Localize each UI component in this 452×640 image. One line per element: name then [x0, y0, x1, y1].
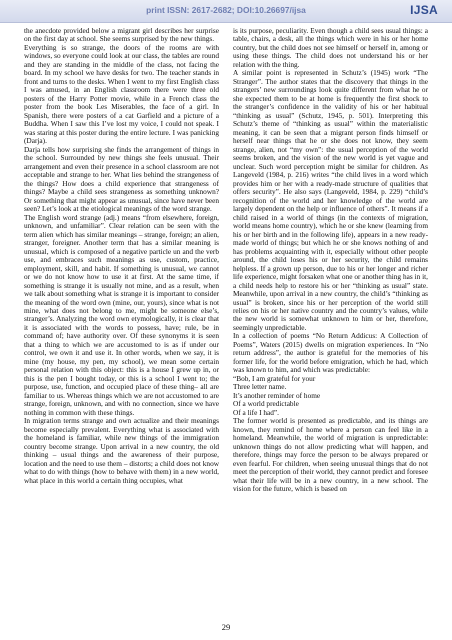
- left-column: [24, 27, 219, 617]
- paragraph: The former world is presented as predictable, and its things are known, they remind of home where a person can feel like in a homeland. Meanwhile, the world of migration is unpredictable: unknown things do not allow predicting what will happen, and therefore, things may force the person to be always prepared or even fearful. For children, when seeing unusual things that do not meet the perception of their world, they cannot predict and foresee what their life will be in a new country, in a new school. The vision for the future, which is based on: [233, 416, 428, 494]
- paragraph: Darja tells how surprising she finds the arrangement of things in the school. Surrounded by new things she feels unusual. Their arrangement and even their presence in a school classroom are not acceptable and strange to her. What lies behind the strangeness of the things? How does a child experience that strangeness of things? Maybe a child sees strangeness as something unknown? Or something that might appear as unusual, since have never been seen? Let’s look at the etiological meanings of the word strange.: [24, 144, 219, 214]
- journal-issn-doi: print ISSN: 2617-2682; DOI:10.26697/ijsa: [146, 5, 306, 15]
- paragraph: A similar point is represented in Schutz’s (1945) work “The Stranger”. The author states that the discovery that things in the strangers’ new surroundings look quite different from what he or she expected them to be at home is frequently the first shock to the stranger’s confidence in the validity of his or her habitual “thinking as usual” (Schutz, 1945, p. 501). Interpreting this Schutz’s theme of “thinking as usual” within the materialistic meaning, it can be seen that a migrant person finds himself or herself near things that he or she does not know, they seem strange, alien, not “my own”: the usual perception of the world seems broken, and the vision of the new world is yet vague and unclear. Such word perception might be similar for children. As Langeveld (1984, p. 216) writes “the child lives in a word which provides him or her with a ready-made structure of qualities that offers security”. He also says (Langeveld, 1984, p. 229) “child’s recognition of the world and her knowledge of the world are largely dependent on the help or influence of others”. It means if a child raised in a world of things (in the contexts of migration, world means home country), which he or she knew (learning from his or her birth and in the following life), appears in a new ready-made world of things; but which he or she knows nothing of and has problems acquainting with it, especially without other people around, the child loses his or her security, the child remains helpless. If a grown up person, due to his or her longer and richer life experience, might forsaken what one or another thing has in it, a child needs help to restore his or her “thinking as usual” state. Meanwhile, upon arrival in a new country, the child’s “thinking as usual” is broken, since his or her perception of the world still relies on his or her native country and the country’s values, while the new world is somewhat unknown to him or her, therefore, seemingly unpredictable.: [233, 68, 428, 332]
- paragraph: Everything is so strange, the doors of the rooms are with windows, so everyone could look at our class, the tables are round and they are standing in the middle of the class, not facing the board. In my school we have desks for two. The teacher stands in front and turns to the desks. When I went to my first English class I was amused, in an English classroom there were three old posters of the Harry Potter movie, while in a French class the poster from the book Les Miserables, the face of a girl. In Spanish, there were posters of a cat Garfield and a picture of a Buddha. When I saw this I’ve lost my voice, I could not speak. I was staring at this poster during the entire lecture. I was panicking (Darja).: [24, 42, 219, 146]
- paragraph: In a collection of poems “No Return Addicus: A Collection of Poems”, Waters (2015) dwells on migration experiences. In “No return address”, the author is grateful for the memories of his former life, for the world before emigration, which he had, which was known to him, and which was predictable:: [233, 331, 428, 375]
- poem-line: Of a world predictable: [233, 399, 299, 409]
- paragraph: The English word strange (adj.) means “from elsewhere, foreign, unknown, and unfamiliar”. Clear relation can be seen with the term alien which has similar meanings – strange, foreign; an alien, stranger, foreigner. Another term that has a similar meaning is unusual, which is composed of a negative particle un and the verb use, and embraces such meanings as use, custom, practice, employment, skill, and habit. If something is unusual, we cannot or we do not know how to use it at first. At the same time, if something is strange it is usually not mine, and as a result, when we talk about something what is strange it is important to consider the meaning of the word own (mine, our, yours), since what is not mine, what does not belong to me, might be someone else’s, stranger’s. Analyzing the word own etymologically, it is clear that it is associated with the words to possess, have; rule, be in command of; have authority over. Of these synonyms it is seen that a thing to which we are accustomed to is as if under our control, we own it and use it. In other words, when we say, it is mine (my house, my pen, my school), we mean some certain personal relation with this object: this is a house I grew up in, or this is the pen I bought today, or this is a school I went to; the purpose, use, function, and occupied place of these thing– all are familiar to us. Whereas things which we are not accustomed to are strange, foreign, unknown, and with no connection, since we have nothing in common with these things.: [24, 212, 219, 417]
- poem-line: Three letter name.: [233, 382, 287, 392]
- poem-line: “Bob, I am grateful for your: [233, 373, 316, 383]
- page-number: 29: [221, 622, 231, 632]
- paragraph: In migration terms strange and own actualize and their meanings become especially prevalent. Everything what is associated with the homeland is familiar, while new things of the immigration country become strange. Upon arrival in a new country, the old thinking – usual things and the awareness of their purpose, location and the need to use them – distorts; a child does not know what to do with things (how to behave with them) in a new world, what place in this world a certain thing occupies, what: [24, 416, 219, 485]
- paragraph: the anecdote provided below a migrant girl describes her surprise on the first day at school. She seems surprised by the new things.: [24, 27, 219, 44]
- poem-line: It’s another reminder of home: [233, 390, 321, 400]
- right-column: [233, 27, 428, 617]
- paragraph: is its purpose, peculiarity. Even though a child sees usual things: a table, chairs, a desk, all the things which were in his or her home country, but the child does not see himself or herself in, among or using these things. The child does not understand his or her relation with the thing.: [233, 27, 428, 69]
- poem-line: Of a life I had”.: [233, 407, 279, 417]
- journal-logo: IJSA: [410, 3, 438, 17]
- journal-header: [0, 0, 452, 23]
